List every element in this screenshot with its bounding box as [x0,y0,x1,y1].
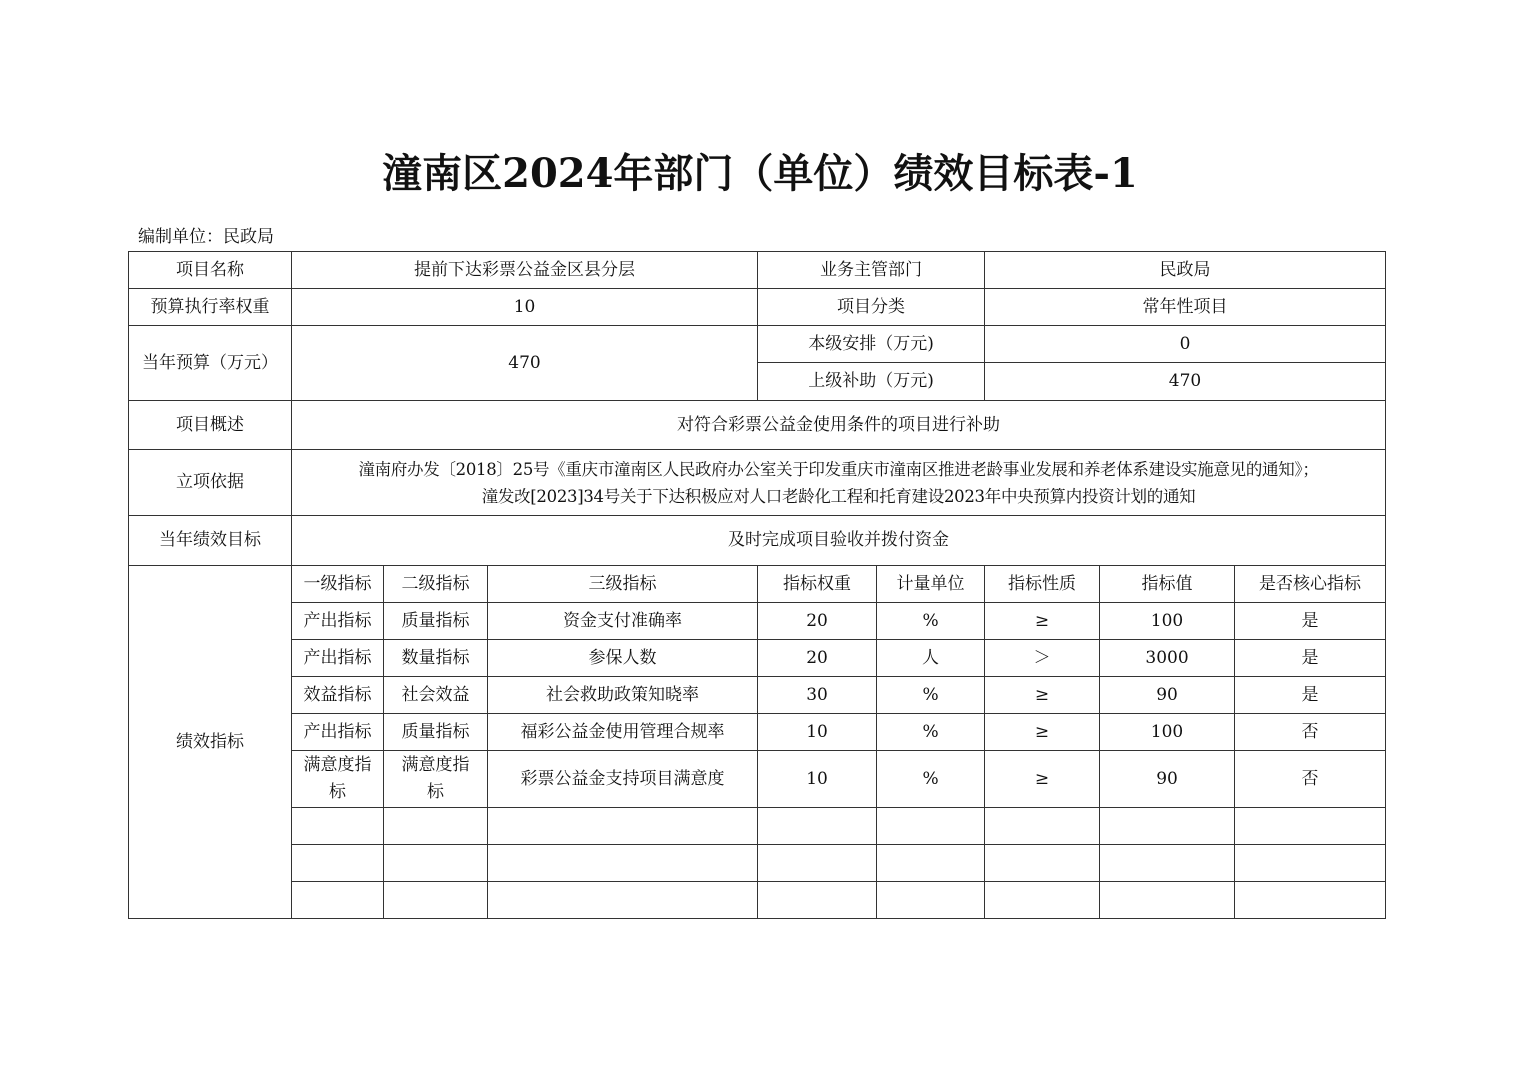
cell-nature: ＞ [985,640,1100,677]
upper-value: 470 [985,363,1386,401]
cell-level1: 产出指标 [292,603,384,640]
compiling-unit: 编制单位：民政局 [138,227,274,247]
table-row [129,603,1386,640]
overview-label: 项目概述 [129,401,292,450]
cell-weight: 10 [758,751,877,808]
basis-line-1: 潼南府办发〔2018〕25号《重庆市潼南区人民政府办公室关于印发重庆市潼南区推进老龄事业发展和养老体系建设实施意见的通知》； [358,459,1319,479]
cell-nature: ≥ [985,603,1100,640]
empty-row [129,845,1386,882]
empty-row [129,882,1386,919]
cell-weight: 20 [758,640,877,677]
indicator-header-row [129,566,1386,603]
row-basis [129,450,1386,516]
table-row [129,751,1386,808]
table-row [129,677,1386,714]
table-row [129,640,1386,677]
cell-weight: 10 [758,714,877,751]
category-value: 常年性项目 [985,289,1386,326]
row-budget [129,326,1386,363]
cell-unit: % [877,603,985,640]
performance-table [128,251,1386,919]
cell-core: 否 [1235,714,1386,751]
cell-level2: 满意度指标 [384,751,488,808]
basis-line-2: 潼发改[2023]34号关于下达积极应对人口老龄化工程和托育建设2023年中央预算内投资计划的通知 [481,486,1196,506]
weight-value: 10 [292,289,758,326]
local-value: 0 [985,326,1386,363]
header-nature: 指标性质 [985,566,1100,603]
cell-level3: 资金支付准确率 [488,603,758,640]
cell-nature: ≥ [985,714,1100,751]
header-level1: 一级指标 [292,566,384,603]
basis-label: 立项依据 [129,450,292,516]
dept-label: 业务主管部门 [758,252,985,289]
cell-unit: % [877,714,985,751]
category-label: 项目分类 [758,289,985,326]
local-label: 本级安排（万元) [758,326,985,363]
cell-value: 3000 [1100,640,1235,677]
header-value: 指标值 [1100,566,1235,603]
cell-level2: 质量指标 [384,714,488,751]
dept-value: 民政局 [985,252,1386,289]
cell-unit: 人 [877,640,985,677]
cell-unit: % [877,751,985,808]
cell-core: 是 [1235,677,1386,714]
overview-value: 对符合彩票公益金使用条件的项目进行补助 [292,401,1386,450]
upper-label: 上级补助（万元) [758,363,985,401]
cell-level1: 满意度指标 [292,751,384,808]
cell-nature: ≥ [985,751,1100,808]
header-core: 是否核心指标 [1235,566,1386,603]
cell-value: 100 [1100,603,1235,640]
header-level3: 三级指标 [488,566,758,603]
goal-value: 及时完成项目验收并拨付资金 [292,516,1386,566]
cell-level1: 产出指标 [292,640,384,677]
empty-row [129,808,1386,845]
header-level2: 二级指标 [384,566,488,603]
cell-level1: 效益指标 [292,677,384,714]
cell-level3: 参保人数 [488,640,758,677]
cell-value: 90 [1100,677,1235,714]
header-weight: 指标权重 [758,566,877,603]
indicators-label: 绩效指标 [129,566,292,919]
cell-core: 是 [1235,640,1386,677]
row-weight [129,289,1386,326]
cell-weight: 20 [758,603,877,640]
project-name-value: 提前下达彩票公益金区县分层 [292,252,758,289]
cell-level2: 数量指标 [384,640,488,677]
cell-unit: % [877,677,985,714]
cell-level3: 彩票公益金支持项目满意度 [488,751,758,808]
cell-core: 是 [1235,603,1386,640]
row-overview [129,401,1386,450]
basis-value [292,450,1386,516]
header-unit: 计量单位 [877,566,985,603]
cell-level2: 社会效益 [384,677,488,714]
cell-level3: 福彩公益金使用管理合规率 [488,714,758,751]
cell-level1: 产出指标 [292,714,384,751]
row-goal [129,516,1386,566]
cell-value: 90 [1100,751,1235,808]
row-project-name [129,252,1386,289]
goal-label: 当年绩效目标 [129,516,292,566]
project-name-label: 项目名称 [129,252,292,289]
cell-level3: 社会救助政策知晓率 [488,677,758,714]
cell-level2: 质量指标 [384,603,488,640]
table-row [129,714,1386,751]
budget-label: 当年预算（万元） [129,326,292,401]
cell-core: 否 [1235,751,1386,808]
budget-value: 470 [292,326,758,401]
cell-value: 100 [1100,714,1235,751]
cell-weight: 30 [758,677,877,714]
page-title: 潼南区2024年部门（单位）绩效目标表-1 [382,150,1138,197]
cell-nature: ≥ [985,677,1100,714]
weight-label: 预算执行率权重 [129,289,292,326]
